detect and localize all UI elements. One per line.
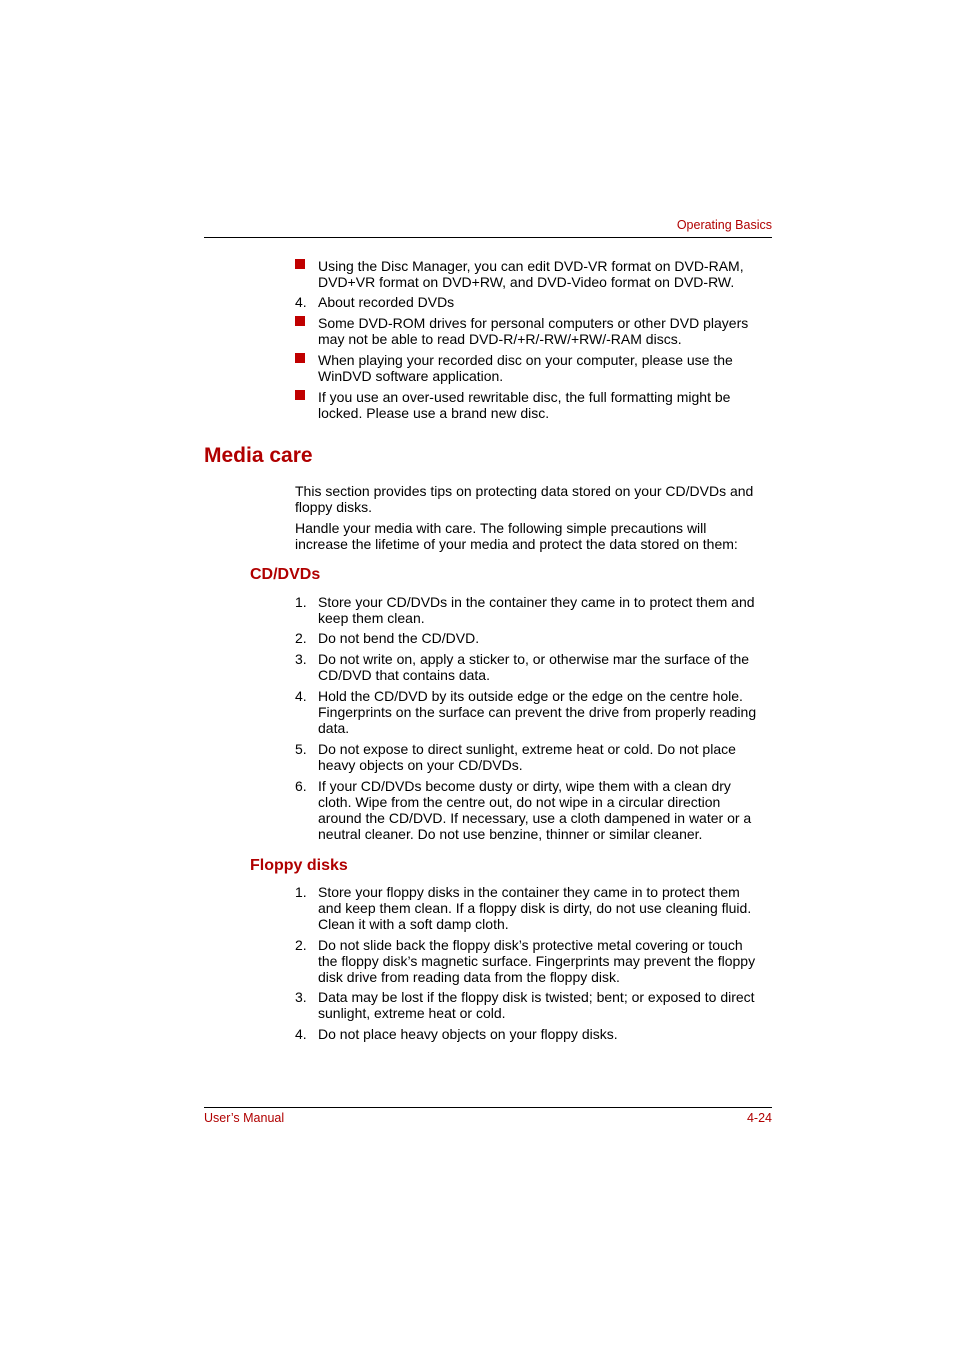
item-marker: 1. [295,594,307,610]
list-item [295,1026,774,1042]
list-item [295,884,774,932]
list-item [318,315,774,347]
item-line: cloth. Wipe from the centre out, do not wipe in a circular direction [318,794,721,810]
item-marker: 3. [295,651,307,667]
item-line: Do not place heavy objects on your floppy disks. [318,1026,618,1042]
footer-page-number: 4-24 [746,1111,772,1125]
para-line: increase the lifetime of your media and protect the data stored on them: [295,536,738,552]
item-line: may not be able to read DVD-R/+R/-RW/+RW/-RAM discs. [318,331,682,347]
bullet-square-icon [295,353,305,363]
item-marker: 2. [295,937,307,953]
bullet-square-icon [295,390,305,400]
item-marker: 3. [295,989,307,1005]
item-line: WinDVD software application. [318,368,504,384]
intro-paragraph [295,520,775,552]
bullet-square-icon [295,259,305,269]
list-item [295,937,774,985]
bullet-square-icon [295,316,305,326]
list-item [295,688,774,736]
item-line: and keep them clean. If a floppy disk is dirty, do not use cleaning fluid. [318,900,752,916]
item-line: disk drive from reading data from the floppy disk. [318,969,620,985]
item-line: keep them clean. [318,610,425,626]
list-item [295,778,774,842]
item-marker: 6. [295,778,307,794]
item-line: sunlight, extreme heat or cold. [318,1005,506,1021]
item-line: When playing your recorded disc on your computer, please use the [318,352,733,368]
item-line: around the CD/DVD. If necessary, use a cloth dampened in water or a [318,810,752,826]
para-line: floppy disks. [295,499,373,515]
footer-manual-label: User’s Manual [204,1111,285,1125]
item-marker: 1. [295,884,307,900]
item-line: Store your floppy disks in the container they came in to protect them [318,884,740,900]
list-item [318,389,774,421]
item-marker: 4. [295,1026,307,1042]
header-rule [204,237,772,238]
header-section-title: Operating Basics [676,218,772,232]
footer-rule [204,1107,772,1108]
item-line: Do not write on, apply a sticker to, or otherwise mar the surface of the [318,651,750,667]
list-item [295,594,774,626]
item-line: the floppy disk’s magnetic surface. Fingerprints may prevent the floppy [318,953,756,969]
list-item [318,258,774,290]
list-item [318,352,774,384]
item-line: Fingerprints on the surface can prevent the drive from properly reading [318,704,757,720]
list-item [295,651,774,683]
list-item [295,741,774,773]
item-line: Clean it with a soft damp cloth. [318,916,509,932]
item-line: Hold the CD/DVD by its outside edge or the edge on the centre hole. [318,688,743,704]
item-line: DVD+VR format on DVD+RW, and DVD-Video format on DVD-RW. [318,274,735,290]
item-line: Some DVD-ROM drives for personal computers or other DVD players [318,315,749,331]
item-marker: 4. [295,294,307,310]
item-line: Do not slide back the floppy disk’s protective metal covering or touch [318,937,743,953]
item-line: Do not bend the CD/DVD. [318,630,480,646]
item-line: heavy objects on your CD/DVDs. [318,757,523,773]
item-line: locked. Please use a brand new disc. [318,405,550,421]
para-line: This section provides tips on protecting data stored on your CD/DVDs and [295,483,754,499]
item-line: About recorded DVDs [318,294,455,310]
list-item [295,630,774,646]
item-line: CD/DVD that contains data. [318,667,490,683]
item-line: If you use an over-used rewritable disc, the full formatting might be [318,389,731,405]
section-title: Media care [204,444,313,467]
item-line: data. [318,720,350,736]
item-marker: 2. [295,630,307,646]
list-item [295,294,774,310]
intro-paragraph [295,483,775,515]
item-marker: 4. [295,688,307,704]
list-item [295,989,774,1021]
subsection-title-floppy-disks: Floppy disks [250,857,348,874]
item-line: Data may be lost if the floppy disk is twisted; bent; or exposed to direct [318,989,755,1005]
item-line: Using the Disc Manager, you can edit DVD-VR format on DVD-RAM, [318,258,744,274]
item-marker: 5. [295,741,307,757]
item-line: If your CD/DVDs become dusty or dirty, wipe them with a clean dry [318,778,731,794]
item-line: neutral cleaner. Do not use benzine, thinner or similar cleaner. [318,826,703,842]
para-line: Handle your media with care. The following simple precautions will [295,520,707,536]
subsection-title-cd-dvds: CD/DVDs [250,566,321,583]
item-line: Do not expose to direct sunlight, extreme heat or cold. Do not place [318,741,736,757]
item-line: Store your CD/DVDs in the container they came in to protect them and [318,594,755,610]
